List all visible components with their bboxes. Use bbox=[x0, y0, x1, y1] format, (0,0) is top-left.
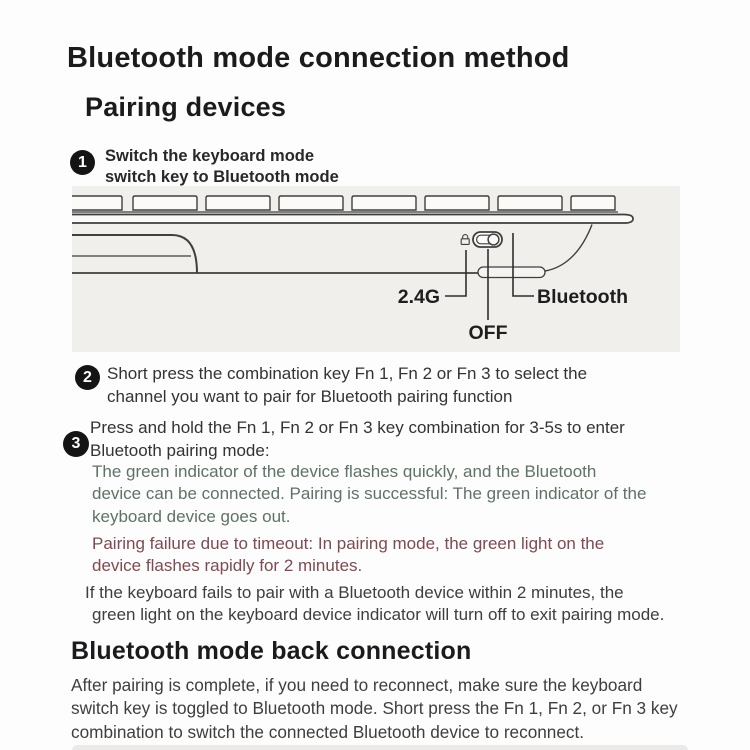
lock-icon bbox=[461, 235, 469, 245]
success-note-line-1: The green indicator of the device flashes quickly, and the Bluetooth bbox=[92, 462, 597, 481]
label-bluetooth: Bluetooth bbox=[537, 286, 628, 308]
step-3-line-2: Bluetooth pairing mode: bbox=[90, 441, 270, 460]
step-1-badge-icon: 1 bbox=[70, 150, 95, 175]
step-2-line-2: channel you want to pair for Bluetooth pairing function bbox=[107, 387, 513, 406]
label-2-4g: 2.4G bbox=[397, 286, 440, 308]
page-title: Bluetooth mode connection method bbox=[67, 42, 570, 74]
timeout-note-line-1: If the keyboard fails to pair with a Bluetooth device within 2 minutes, the bbox=[85, 583, 624, 602]
success-note-line-2: device can be connected. Pairing is successful: The green indicator of the bbox=[92, 484, 647, 504]
step-2-line-1: Short press the combination key Fn 1, Fn 2 or Fn 3 to select the bbox=[107, 364, 588, 383]
step-1-line-1: Switch the keyboard mode bbox=[105, 147, 315, 165]
label-off: OFF bbox=[468, 322, 508, 344]
failure-note-line-1: Pairing failure due to timeout: In pairing mode, the green light on the bbox=[92, 534, 605, 553]
step-3 bbox=[63, 416, 723, 462]
pairing-failure-note bbox=[92, 533, 604, 578]
step-3-line-1: Press and hold the Fn 1, Fn 2 or Fn 3 key combination for 3-5s to enter bbox=[90, 418, 625, 437]
back-body-line-1: After pairing is complete, if you need to reconnect, make sure the keyboard bbox=[71, 675, 643, 695]
step-3-badge-icon: 3 bbox=[63, 431, 89, 457]
pairing-success-note bbox=[92, 461, 646, 528]
success-note-line-3: keyboard device goes out. bbox=[92, 506, 291, 526]
step-1 bbox=[70, 146, 339, 188]
back-connection-body bbox=[71, 674, 678, 744]
failure-note-line-2: device flashes rapidly for 2 minutes. bbox=[92, 556, 363, 576]
next-illustration-edge bbox=[72, 745, 688, 750]
back-body-line-3: combination to switch the connected Bluetooth device to reconnect. bbox=[71, 721, 585, 742]
step-2-badge-icon: 2 bbox=[75, 365, 100, 390]
pairing-timeout-note bbox=[85, 582, 664, 627]
timeout-note-line-2: green light on the keyboard device indicator will turn off to exit pairing mode. bbox=[92, 605, 665, 625]
back-body-line-2: switch key is toggled to Bluetooth mode. Short press the Fn 1, Fn 2, or Fn 3 key bbox=[71, 698, 678, 719]
keyboard-side-view-illustration bbox=[72, 186, 680, 352]
step-1-line-2: switch key to Bluetooth mode bbox=[105, 168, 339, 186]
step-2 bbox=[75, 362, 587, 408]
pairing-devices-heading: Pairing devices bbox=[85, 92, 287, 122]
keyboard-mode-switch-diagram bbox=[72, 186, 680, 352]
mode-switch-icon bbox=[473, 232, 502, 247]
back-connection-heading: Bluetooth mode back connection bbox=[71, 637, 472, 665]
